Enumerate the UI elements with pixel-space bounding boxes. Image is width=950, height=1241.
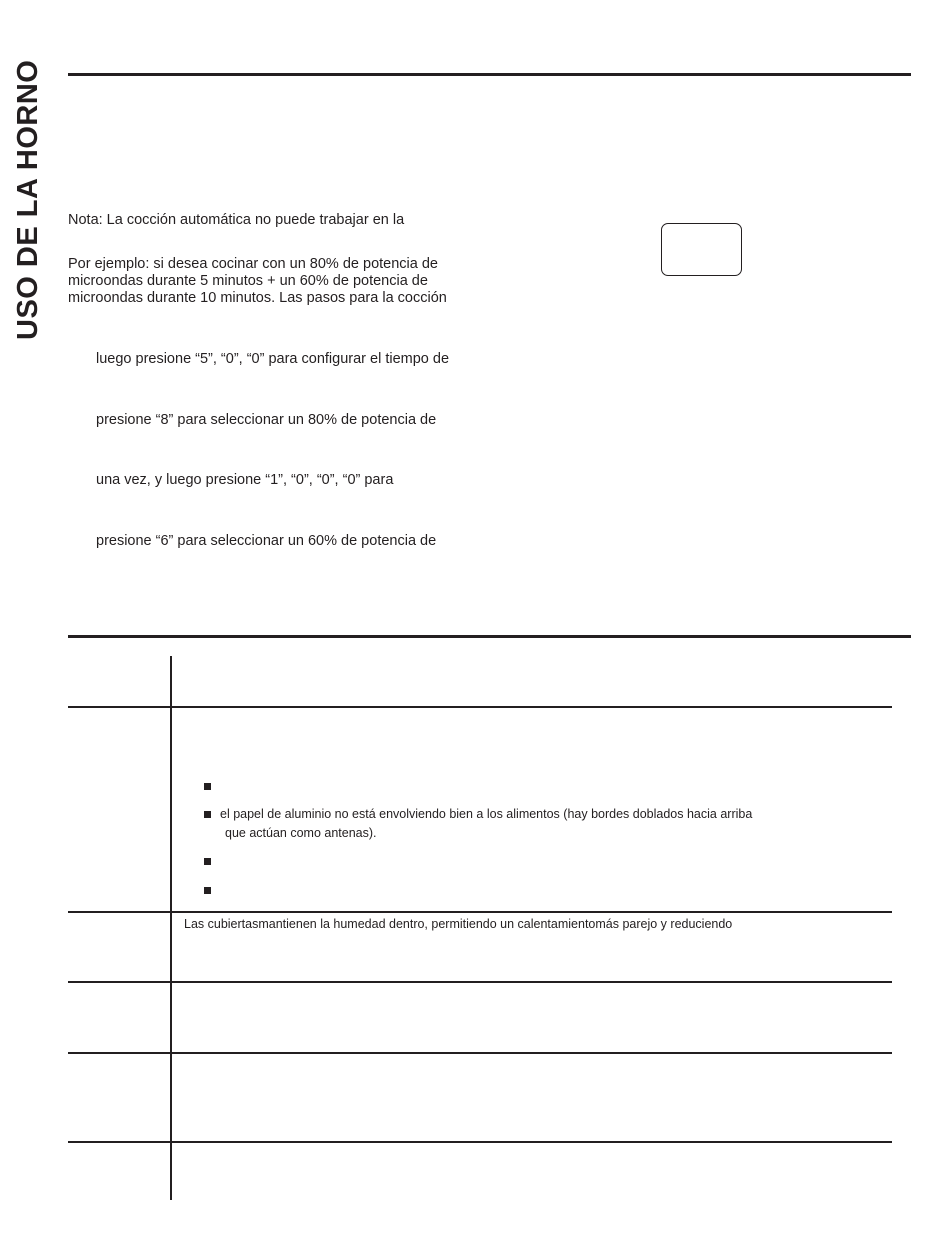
- step-2-text: presione “8” para seleccionar un 80% de potencia de: [96, 412, 437, 428]
- table-top-rule: [68, 635, 911, 638]
- section-side-title: USO DE LA HORNO: [12, 59, 44, 340]
- step-3-text: una vez, y luego presione “1”, “0”, “0”, “0” para: [96, 472, 394, 488]
- example-line-1: Por ejemplo: si desea cocinar con un 80% de potencia de: [68, 256, 438, 272]
- bullet-square-icon: [204, 858, 211, 865]
- table-column-divider: [170, 656, 172, 1200]
- bullet-text-line-1: el papel de aluminio no está envolviendo bien a los alimentos (hay bordes doblados hacia arriba: [220, 807, 753, 821]
- step-1-text: luego presione “5”, “0”, “0” para configurar el tiempo de: [96, 351, 450, 367]
- top-rule: [68, 73, 911, 76]
- bullet-square-icon: [204, 811, 211, 818]
- note-text: Nota: La cocción automática no puede trabajar en la: [68, 212, 405, 228]
- bullet-text-line-2: que actúan como antenas).: [225, 826, 377, 840]
- table-row-divider: [68, 981, 892, 983]
- example-line-2: microondas durante 5 minutos + un 60% de potencia de: [68, 273, 428, 289]
- bullet-square-icon: [204, 783, 211, 790]
- table-row-divider: [68, 706, 892, 708]
- table-row-divider: [68, 1141, 892, 1143]
- example-line-3: microondas durante 10 minutos. Las pasos para la cocción: [68, 290, 447, 306]
- step-4-text: presione “6” para seleccionar un 60% de potencia de: [96, 533, 437, 549]
- display-button-outline: [661, 223, 742, 276]
- covers-text: Las cubiertasmantienen la humedad dentro, permitiendo un calentamientomás parejo y reduciendo: [184, 917, 733, 931]
- table-row-divider: [68, 911, 892, 913]
- table-row-divider: [68, 1052, 892, 1054]
- bullet-square-icon: [204, 887, 211, 894]
